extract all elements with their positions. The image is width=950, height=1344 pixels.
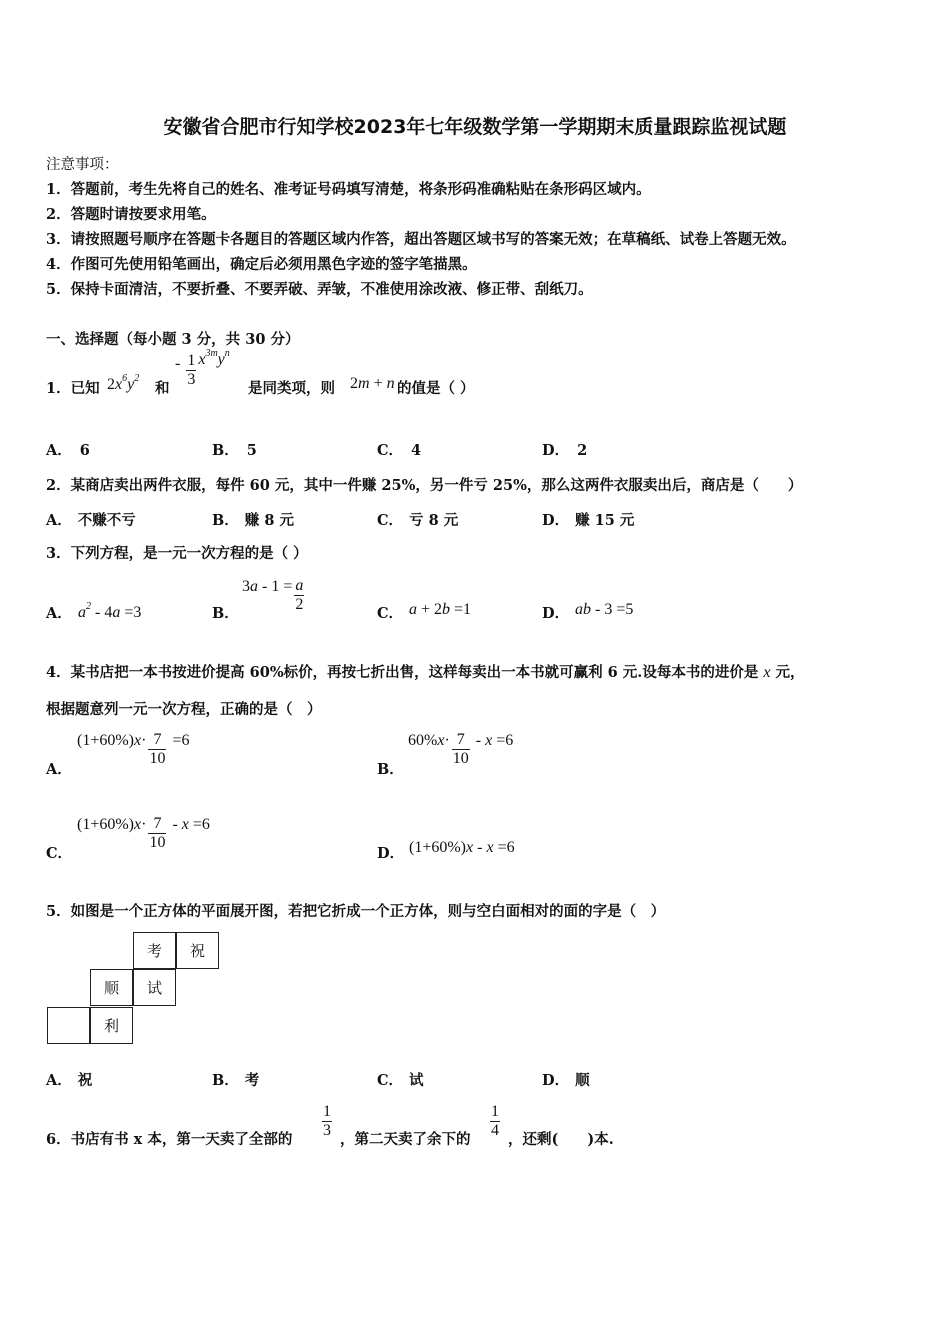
q5-option-c[interactable]: C． 试: [377, 1072, 424, 1089]
q5-option-a[interactable]: A． 祝: [46, 1072, 93, 1089]
q4-option-c-equation: (1+60%)x· $\frac{7}{10}$ - x =6: [77, 815, 210, 851]
q1-option-d[interactable]: D． 2: [542, 442, 588, 459]
q6-fraction-2: $\frac{1}{4}$: [491, 1103, 499, 1139]
q2-option-b[interactable]: B． 赚 8 元: [212, 512, 294, 529]
q1-option-a[interactable]: A． 6: [46, 442, 90, 459]
q3-option-a-equation: $a^2 - 4a =3$: [78, 601, 142, 621]
net-cell: 试: [133, 969, 176, 1006]
question-3-text: 3．下列方程，是一元一次方程的是（ ）: [46, 545, 308, 562]
question-1-prefix: 1．已知: [46, 380, 100, 397]
question-4-line-1: 4．某书店把一本书按进价提高 60%标价，再按七折出售，这样每卖出一本书就可赢利 6 元.设每本书的进价是 x 元，: [46, 664, 805, 681]
q1-term-2: - $\frac{1}{3}$ $x^{3m}y^n$: [175, 348, 230, 388]
q4-option-a-label[interactable]: A．: [46, 761, 72, 778]
q1-term-1: $2x^6y^2$: [107, 373, 140, 393]
notice-item: 2．答题时请按要求用笔。: [46, 206, 216, 223]
question-6-part-c: ，还剩( )本.: [508, 1131, 614, 1148]
q3-option-a-label[interactable]: A．: [46, 605, 72, 622]
net-cell: 利: [90, 1007, 133, 1044]
q1-option-c[interactable]: C． 4: [377, 442, 422, 459]
section-heading: 一、选择题（每小题 3 分，共 30 分）: [46, 331, 300, 348]
cube-net-diagram: [47, 932, 223, 1046]
net-cell: 顺: [90, 969, 133, 1006]
q2-option-a[interactable]: A． 不赚不亏: [46, 512, 136, 529]
notice-item: 1．答题前，考生先将自己的姓名、准考证号码填写清楚，将条形码准确粘贴在条形码区域内。: [46, 181, 651, 198]
notice-heading: 注意事项：: [46, 157, 119, 173]
q4-option-a-equation: (1+60%)x· $\frac{7}{10}$ =6: [77, 731, 190, 767]
q6-fraction-1: $\frac{1}{3}$: [323, 1103, 331, 1139]
notice-item: 4．作图可先使用铅笔画出，确定后必须用黑色字迹的签字笔描黑。: [46, 256, 477, 273]
question-4-line-2: 根据题意列一元一次方程，正确的是（ ）: [46, 701, 322, 718]
q5-option-b[interactable]: B． 考: [212, 1072, 260, 1089]
q5-option-d[interactable]: D． 顺: [542, 1072, 590, 1089]
net-cell: 考: [133, 932, 176, 969]
q4-option-d-label[interactable]: D．: [377, 845, 405, 862]
q3-option-d-equation: ab - 3 =5: [575, 601, 634, 618]
question-6-part-b: ，第二天卖了余下的: [340, 1131, 471, 1148]
question-1-and: 和: [155, 380, 170, 397]
q3-option-b-equation: 3a - 1 = $\frac{a}{2}$: [242, 577, 304, 613]
q3-option-d-label[interactable]: D．: [542, 605, 570, 622]
question-2-text: 2．某商店卖出两件衣服，每件 60 元，其中一件赚 25%，另一件亏 25%，那么这两件衣服卖出后，商店是（ ）: [46, 477, 803, 494]
question-1-mid: 是同类项，则: [248, 380, 335, 397]
question-1-suffix: 的值是（ ）: [397, 380, 475, 397]
q2-option-c[interactable]: C． 亏 8 元: [377, 512, 459, 529]
net-cell-blank: [47, 1007, 90, 1044]
q3-option-c-equation: a + 2b =1: [409, 601, 472, 618]
exam-title: 安徽省合肥市行知学校2023年七年级数学第一学期期末质量跟踪监视试题: [163, 116, 787, 138]
q4-option-b-label[interactable]: B．: [377, 761, 404, 778]
q2-option-d[interactable]: D． 赚 15 元: [542, 512, 635, 529]
q3-option-b-label[interactable]: B．: [212, 605, 239, 622]
q4-option-c-label[interactable]: C．: [46, 845, 73, 862]
question-5-text: 5．如图是一个正方体的平面展开图，若把它折成一个正方体，则与空白面相对的面的字是（ ）: [46, 903, 666, 920]
q1-option-b[interactable]: B． 5: [212, 442, 257, 459]
q4-option-d-equation: (1+60%)x - x =6: [409, 839, 515, 856]
q4-option-b-equation: 60%x· $\frac{7}{10}$ - x =6: [408, 731, 514, 767]
notice-item: 5．保持卡面清洁，不要折叠、不要弄破、弄皱，不准使用涂改液、修正带、刮纸刀。: [46, 281, 593, 298]
q1-expression: 2m + n: [350, 375, 395, 392]
notice-item: 3．请按照题号顺序在答题卡各题目的答题区域内作答，超出答题区域书写的答案无效；在草稿纸、试卷上答题无效。: [46, 231, 796, 248]
q3-option-c-label[interactable]: C．: [377, 605, 404, 622]
question-6-part-a: 6．书店有书 x 本，第一天卖了全部的: [46, 1131, 293, 1148]
net-cell: 祝: [176, 932, 219, 969]
